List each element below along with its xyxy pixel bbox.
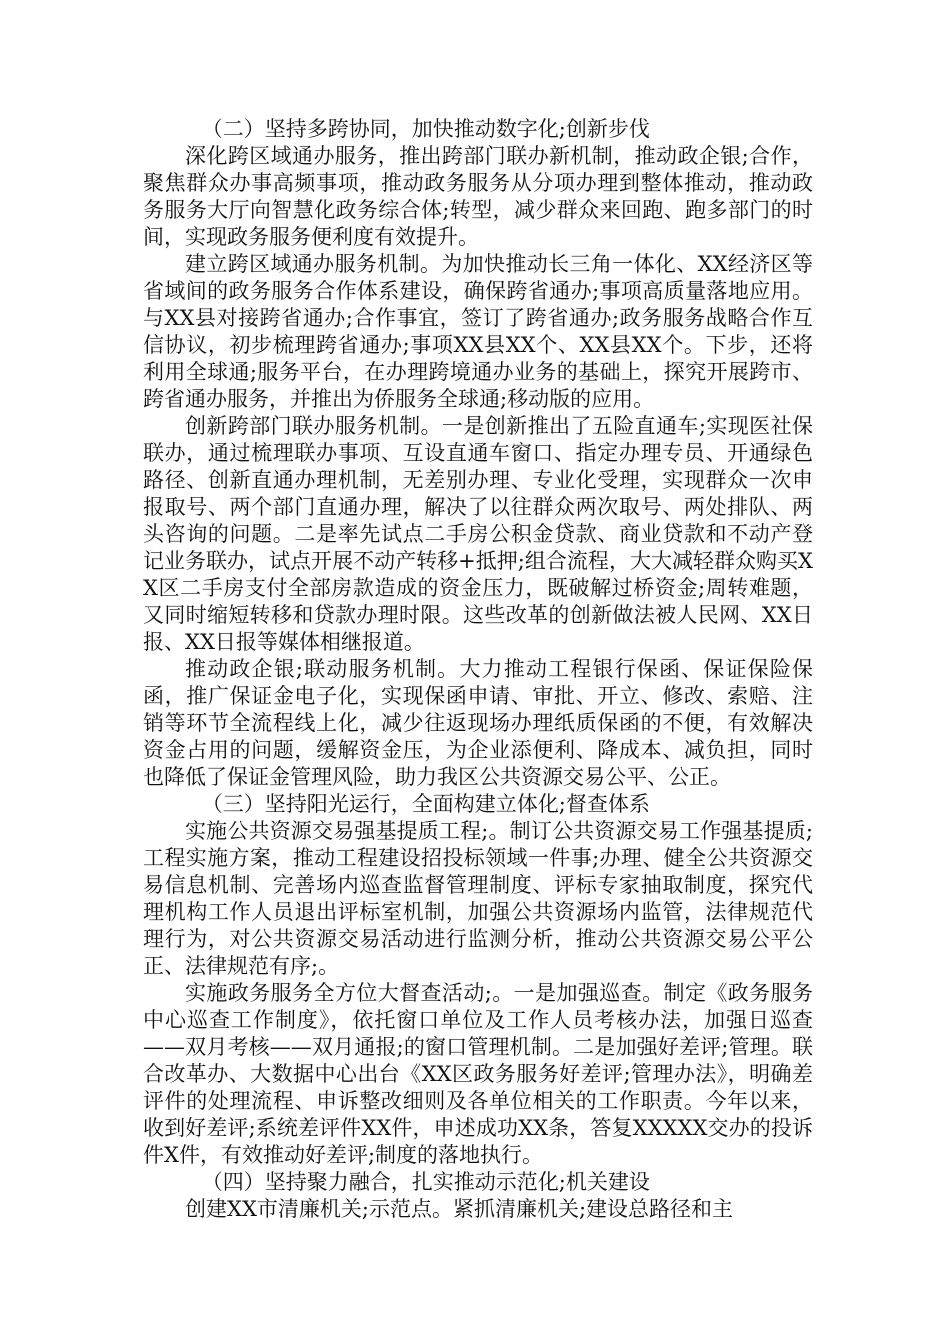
paragraph: 创建XX市清廉机关;示范点。紧抓清廉机关;建设总路径和主 — [185, 1197, 734, 1221]
section-heading-3: （三）坚持阳光运行，全面构建立体化;督查体系 — [201, 792, 650, 816]
paragraph: 深化跨区域通办服务，推出跨部门联办新机制，推动政企银;合作，聚焦群众办事高频事项，推动政务服务从分项办理到整体推动，推动政务服务大厅向智慧化政务综合体;转型，减少群众来回跑、跑多部门的时间，实现政务服务便利度有效提升。 — [143, 144, 813, 249]
document-body — [143, 116, 813, 1223]
paragraph: 实施公共资源交易强基提质工程;。制订公共资源交易工作强基提质;工程实施方案，推动工程建设招投标领域一件事;办理、健全公共资源交易信息机制、完善场内巡查监督管理制度、评标专家抽取制度，探究代理机构工作人员退出评标室机制，加强公共资源场内监管，法律规范代理行为，对公共资源交易活动进行监测分析，推动公共资源交易公平公正、法律规范有序;。 — [143, 819, 813, 978]
paragraph: 实施政务服务全方位大督查活动;。一是加强巡查。制定《政务服务中心巡查工作制度》，依托窗口单位及工作人员考核办法，加强日巡查——双月考核——双月通报;的窗口管理机制。二是加强好差评;管理。联合改革办、大数据中心出台《XX区政务服务好差评;管理办法》，明确差评件的处理流程、申诉整改细则及各单位相关的工作职责。今年以来，收到好差评;系统差评件XX件，申述成功XX条，答复XXXXX交办的投诉件X件，有效推动好差评;制度的落地执行。 — [143, 981, 813, 1167]
paragraph: 推动政企银;联动服务机制。大力推动工程银行保函、保证保险保函，推广保证金电子化，实现保函申请、审批、开立、修改、索赔、注销等环节全流程线上化，减少往返现场办理纸质保函的不便，有效解决资金占用的问题，缓解资金压，为企业添便利、降成本、减负担，同时也降低了保证金管理风险，助力我区公共资源交易公平、公正。 — [143, 657, 813, 789]
paragraph: 建立跨区域通办服务机制。为加快推动长三角一体化、XX经济区等省域间的政务服务合作体系建设，确保跨省通办;事项高质量落地应用。与XX县对接跨省通办;合作事宜，签订了跨省通办;政务服务战略合作互信协议，初步梳理跨省通办;事项XX县XX个、XX县XX个。下步，还将利用全球通;服务平台，在办理跨境通办业务的基础上，探究开展跨市、跨省通办服务，并推出为侨服务全球通;移动版的应用。 — [143, 252, 813, 411]
section-heading-4: （四）坚持聚力融合，扎实推动示范化;机关建设 — [201, 1170, 650, 1194]
section-heading-2: （二）坚持多跨协同，加快推动数字化;创新步伐 — [201, 117, 650, 141]
paragraph: 创新跨部门联办服务机制。一是创新推出了五险直通车;实现医社保联办，通过梳理联办事项、互设直通车窗口、指定办理专员、开通绿色路径、创新直通办理机制，无差别办理、专业化受理，实现群众一次申报取号、两个部门直通办理，解决了以往群众两次取号、两处排队、两头咨询的问题。二是率先试点二手房公积金贷款、商业贷款和不动产登记业务联办，试点开展不动产转移+抵押;组合流程，大大减轻群众购买XX区二手房支付全部房款造成的资金压力，既破解过桥资金;周转难题，又同时缩短转移和贷款办理时限。这些改革的创新做法被人民网、XX日报、XX日报等媒体相继报道。 — [143, 414, 813, 654]
